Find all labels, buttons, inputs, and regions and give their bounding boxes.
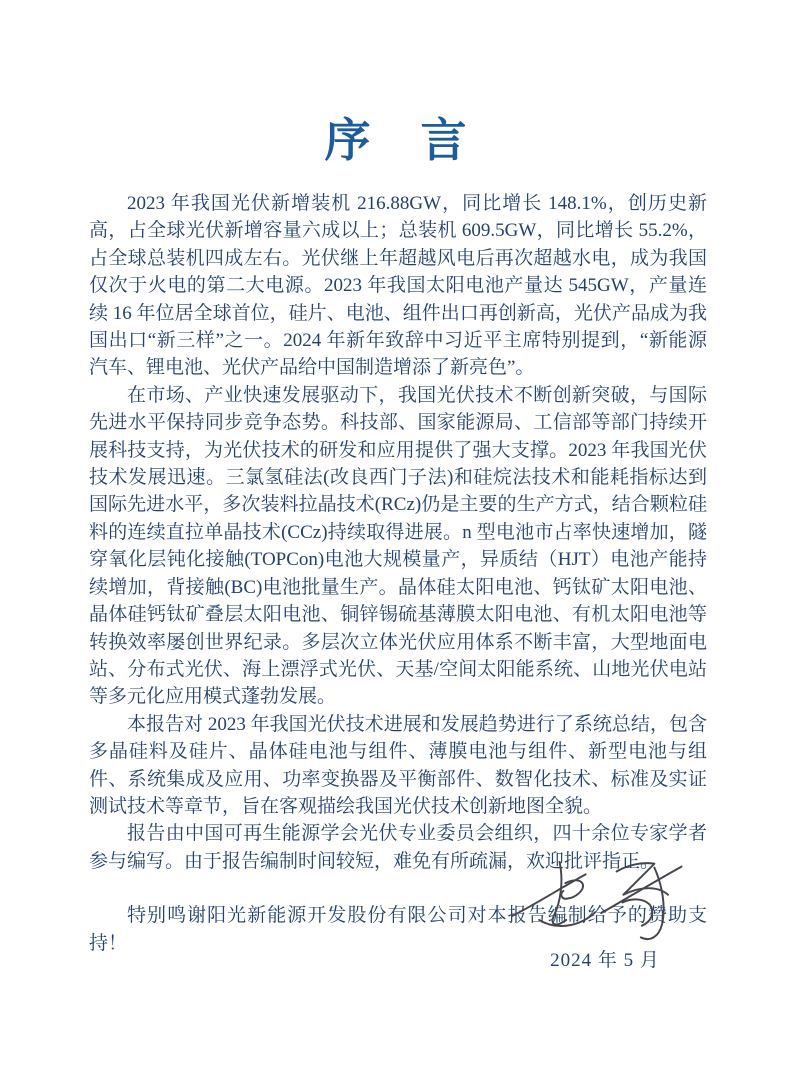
paragraph-report-scope: 本报告对 2023 年我国光伏技术进展和发展趋势进行了系统总结，包含多晶硅料及硅片、晶体硅电池与组件、薄膜电池与组件、新型电池与组件、系统集成及应用、功率变换器及平衡部件、数智化技术、标准及实证测试技术等章节，旨在客观描绘我国光伏技术创新地图全貌。: [89, 713, 707, 817]
signature-block: [503, 856, 707, 973]
paragraph-technology-progress: 在市场、产业快速发展驱动下，我国光伏技术不断创新突破，与国际先进水平保持同步竞争态势。科技部、国家能源局、工信部等部门持续开展科技支持，为光伏技术的研发和应用提供了强大支撑。2023 年我国光伏技术发展迅速。三氯氢硅法(改良西门子法)和硅烷法技术和能耗指标达到国际先进水平，多次装料拉晶技术(RCz)仍是主要的生产方式，结合颗粒硅料的连续直拉单晶技术(CCz)持续取得进展。n 型电池市占率快速增加，隧穿氧化层钝化接触(TOPCon)电池大规模量产，异质结（HJT）电池产能持续增加，背接触(BC)电池批量生产。晶体硅太阳电池、钙钛矿太阳电池、晶体硅钙钛矿叠层太阳电池、铜锌锡硫基薄膜太阳电池、有机太阳电池等转换效率屡创世界纪录。多层次立体光伏应用体系不断丰富，大型地面电站、分布式光伏、海上漂浮式光伏、天基/空间太阳能系统、山地光伏电站等多元化应用模式蓬勃发展。: [89, 384, 707, 708]
paragraph-acknowledgement: 特别鸣谢阳光新能源开发股份有限公司对本报告编制给予的赞助支持！: [89, 905, 707, 954]
page-title: 序 言: [324, 114, 469, 166]
paragraph-authors: 报告由中国可再生能源学会光伏专业委员会组织，四十余位专家学者参与编写。由于报告编制时间较短，难免有所疏漏，欢迎批评指正。: [89, 823, 707, 872]
paragraph-installations: 2023 年我国光伏新增装机 216.88GW，同比增长 148.1%，创历史新高，占全球光伏新增容量六成以上；总装机 609.5GW，同比增长 55.2%，占全球总装机四成左右。光伏继上年超越风电后再次超越水电，成为我国仅次于火电的第二大电源。2023 年我国太阳电池产量达 545GW，产量连续 16 年位居全球首位，硅片、电池、组件出口再创新高，光伏产品成为我国出口“新三样”之一。2024 年新年致辞中习近平主席特别提到，“新能源汽车、锂电池、光伏产品给中国制造增添了新亮色”。: [89, 193, 707, 379]
signature-handwriting-icon: [503, 856, 707, 948]
signature-date: 2024 年 5 月: [550, 950, 660, 971]
preface-body: [89, 190, 707, 957]
